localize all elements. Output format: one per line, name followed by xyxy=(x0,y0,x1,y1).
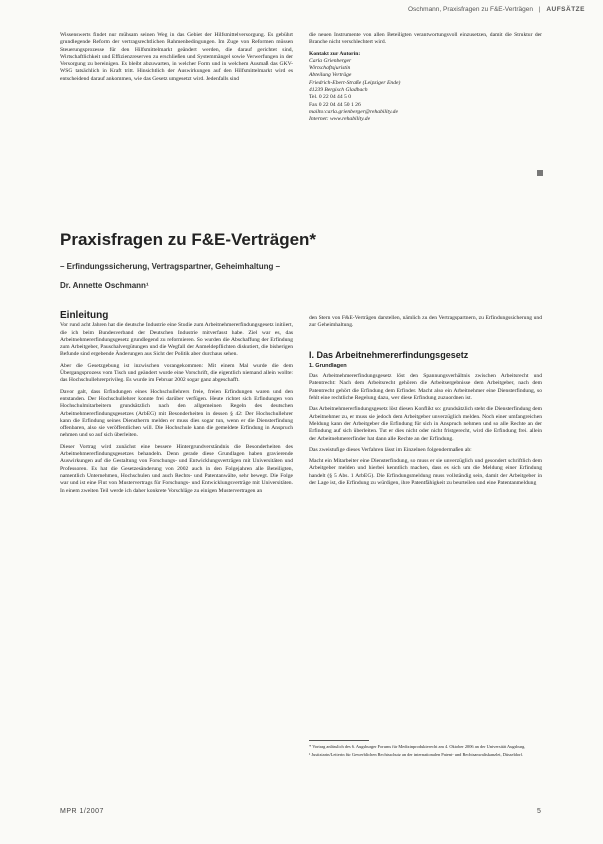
end-of-article-square-icon xyxy=(537,170,543,176)
contact-city: 41239 Bergisch Gladbach xyxy=(309,87,368,94)
header-separator: | xyxy=(538,6,541,13)
paragraph: den Stern von F&E-Verträgen darstellen, nämlich zu den Vertragspartnern, zu Erfindungssicherung und zur Geheimhaltung. xyxy=(309,315,542,329)
previous-article-closing: die neuen Instrumente von allen Beteiligten verantwortungsvoll einzusetzen, damit die Struktur der Branche nicht verschlechtert wird. xyxy=(309,32,542,46)
article-subtitle: – Erfindungssicherung, Vertragspartner, Geheimhaltung – xyxy=(60,262,281,271)
footnote: * Vortrag anlässlich des 6. Augsburger Forums für Medizinprodukterecht am 4. Oktober 2006 an der Universität Augsburg. xyxy=(309,744,526,749)
contact-fax: Fax 0 22 04 44 50 1 26 xyxy=(309,101,361,108)
contact-heading: Kontakt zur Autorin: xyxy=(309,50,361,57)
footnotes xyxy=(309,740,542,759)
article-author: Dr. Annette Oschmann¹ xyxy=(60,281,149,290)
article-title: Praxisfragen zu F&E-Verträgen* xyxy=(60,230,317,249)
running-title: Oschmann, Praxisfragen zu F&E-Verträgen xyxy=(407,6,533,13)
paragraph: Das Arbeitnehmererfindungsgesetz löst diesen Konflikt so: grundsätzlich steht die Diensterfindung dem Arbeitnehmer zu, er muss sie jedoch dem Arbeitgeber unverzüglich melden. Noch einer umfangreichen Meldung kann der Arbeitgeber die Erfindung für sich in Anspruch nehmen und so alle Rechte an der Erfindung auf sich überleiten. Tut er dies nicht oder nicht fristgerecht, wird die Erfindung frei. allein der Arbeitnehmererfinder hat dann alle Rechte an der Erfindung. xyxy=(309,406,542,442)
contact-name: Carla Grienberger xyxy=(309,57,352,64)
section-label: AUFSÄTZE xyxy=(546,6,585,13)
previous-article-column-left xyxy=(60,32,293,87)
previous-article-column-right xyxy=(309,32,542,124)
paragraph: Das zweistufige dieses Verfahren lässt im Einzelnen folgendermaßen ab: xyxy=(309,446,472,453)
previous-article-text: Wissenswerts findet nur mühsam seinen Weg in das Gebiet der Hilfsmittelversorgung. Es gebührt grundlegende Reform der vertragsrechtlichen Rahmenbedingungen. Im Zuge von Reformen müssen Steuerungsprozesse für den Hilfsmittelmarkt geändert werden, die darauf gerichtet sind, Wirtschaftlichkeit und Effizienzreserven zu erschließen und Systemmängel sowie Verwerfungen in der Versorgung zu bereinigen. Es bleibt abzuwarten, in welcher Form und in welchem Ausmaß das GKV-WSG tatsächlich in Kraft tritt. Hinsichtlich der Auswirkungen auf den Hilfsmittelmarkt wird es entscheidend darauf ankommen, wie das Gesetz umgesetzt wird. Jedenfalls sind xyxy=(60,32,293,82)
paragraph: Macht ein Mitarbeiter eine Diensterfindung, so muss er sie unverzüglich und gesondert schriftlich dem Arbeitgeber melden und hierbei kenntlich machen, dass es sich um die Meldung einer Erfindung handelt (§ 5 Abs. 1 ArbEG). Die Erfindungsmeldung muss vollständig sein, damit der Arbeitgeber in der Lage ist, die Erfindung zu würdigen, ihre Patentfähigkeit zu beurteilen und eine Patentanmeldung xyxy=(309,458,542,487)
contact-website[interactable]: Internet: www.rehability.de xyxy=(309,116,371,123)
contact-email[interactable]: mailto:carla.grienberger@rehability.de xyxy=(309,108,398,115)
contact-phone: Tel. 0 22 04 44 5 0 xyxy=(309,94,352,101)
subsection-heading-grundlagen: 1. Grundlagen xyxy=(309,362,347,369)
page-number: 5 xyxy=(537,808,541,815)
journal-issue: MPR 1/2007 xyxy=(60,808,104,815)
contact-street: Friedrich-Ebert-Straße (Leipziger Ende) xyxy=(309,79,401,86)
paragraph: Davor galt, dass Erfindungen eines Hochschullehrers freie, freien Erfindungen waren und den entstanden. Der Hochschullehrer konnte frei darüber verfügen. Heute richtet sich Erfindungen von Hochschulmitarbeitern grundsätzlich nach den allgemeinen Regeln des deutschen Arbeitnehmererfindungsgesetzes (ArbEG) mit Besonderheiten in dessen § 42: Der Hochschullehrer kann die Erfindung seines Dienstherrn melden er muss dies sogar tun, wenn er die Diensterfindung offenbaren, also sie veröffentlichen will. Die Hochschule kann die gemeldete Erfindung in Anspruch nehmen und so auf sich überleiten. xyxy=(60,388,293,439)
article-column-left xyxy=(60,312,293,499)
running-header xyxy=(408,6,585,13)
paragraph: Aber die Gesetzgebung ist inzwischen vorangekommen: Mit einem Mal wurde die dem Übergangsprozess vom Tisch und geändert wurde eine Vorschrift, die eigentlich niemand allein wollte: das Hochschullehrerprivileg. Es wurde im Februar 2002 sogar ganz abgeschafft. xyxy=(60,362,293,384)
paragraph: Das Arbeitnehmererfindungsgesetz löst den Spannungsverhältnis zwischen Arbeitsrecht und Patentrecht: Nach dem Arbeitsrecht gehören die Arbeitsergebnisse dem Arbeitgeber, nach dem Patentrecht gehört die Erfindung dem Erfinder. Macht also ein Arbeitnehmer eine Diensterfindung, so fehlt eine rechtliche Regelung dazu, wer diese Erfindung zuzuordnen ist. xyxy=(309,373,542,402)
article-column-right xyxy=(309,315,542,491)
footnote-rule xyxy=(309,740,369,741)
contact-block xyxy=(309,51,542,124)
paragraph: Vor rund acht Jahren hat die deutsche Industrie eine Studie zum Arbeitnehmererfindungsgesetz initiiert, die ich beim Bundesverband der Deutschen Industrie mitverfasst habe. Ziel war es, das Arbeitnehmererfindungsgesetz grundlegend zu reformieren. So wurden die Abschaffung der Erfindung zum Arbeitgeber, Pauschalvergütungen und die Wegfall der Anmeldepflichten diskutiert, die bisherigen Befunde sind ergebende Änderungen aus Sicht der Politik aber durchaus sehen. xyxy=(60,322,293,358)
section-heading-einleitung: Einleitung xyxy=(60,310,109,321)
contact-department: Abteilung Verträge xyxy=(309,72,352,79)
paragraph: Dieser Vortrag wird zunächst eine bessere Hintergrundverständnis die Besonderheiten des Arbeitnehmererfindungsgesetzes behandeln. Denn gerade diese Grundlagen haben gravierende Auswirkungen auf die Gestaltung von Forschungs- und Entwicklungsverträgen mit Universitäten und Professoren. Es hat die Gesetzesänderung von 2002 auch in den Folgejahren alle Beteiligten, namentlich Unternehmen, Hochschulen und auch Rechts- und Patentanwälte, sehr bewegt. Die Folge war und ist eine Flut von Mustervertrags für Forschungs- und Entwicklungsverträge mit Universitäten. In einem zweiten Teil werde ich daher konkrete Vorschläge zu einigen Mustervertragen an xyxy=(60,443,293,494)
footnote: ¹ Justiziarin/Leiterin für Gewerblichen Rechtsschutz an der internationalen Patent- und Rechtsanwaltskanzlei, Düsseldorf. xyxy=(309,751,524,757)
contact-role: Wirtschaftsjuristin xyxy=(309,65,351,72)
section-heading-arbeitnehmererfindungsgesetz: I. Das Arbeitnehmererfindungsgesetz xyxy=(309,349,469,360)
